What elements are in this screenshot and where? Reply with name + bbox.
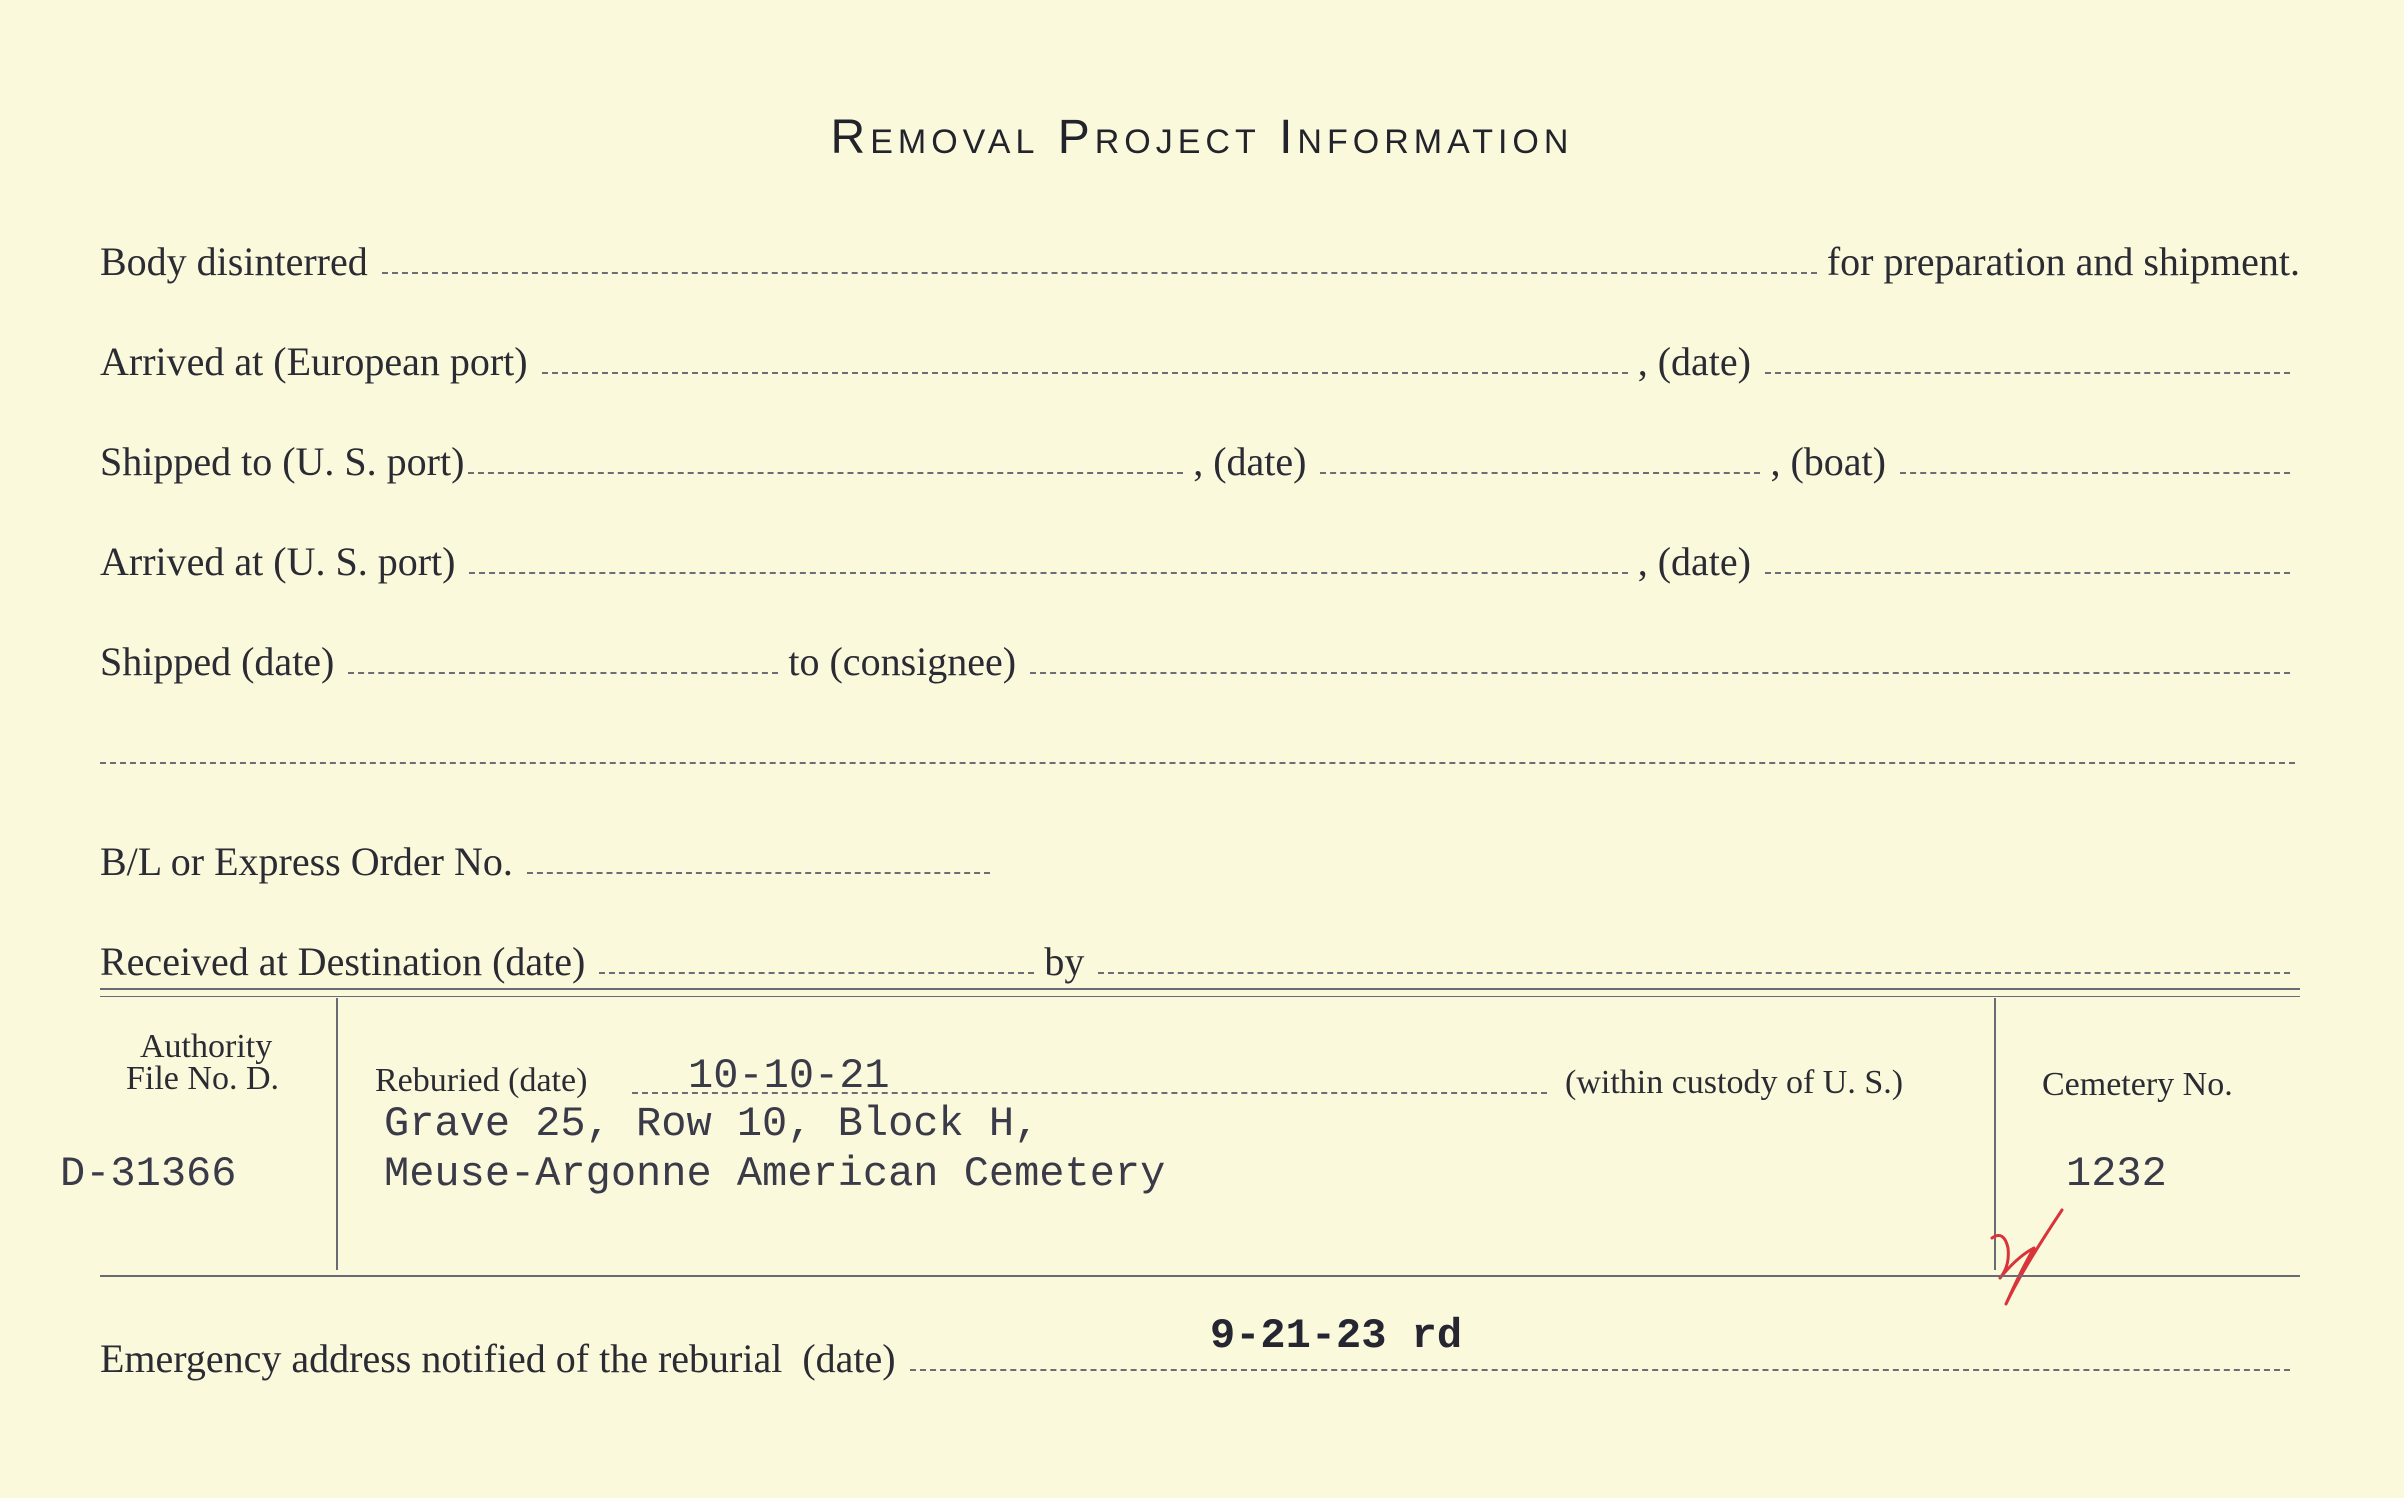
authority-label-line1: Authority <box>140 1028 273 1065</box>
row-arrived-european <box>100 325 2300 385</box>
field-consignee <box>1030 671 2290 674</box>
row-shipped-date <box>100 625 2300 685</box>
field-received-by <box>1098 971 2290 974</box>
label-shipped-date: Shipped (date) <box>100 639 335 684</box>
field-shipped-date <box>348 671 778 674</box>
field-european-port <box>542 371 1628 374</box>
row-arrived-us <box>100 525 2300 585</box>
field-us-port <box>468 471 1183 474</box>
label-by: by <box>1044 939 1085 984</box>
row-received-destination <box>100 925 2300 985</box>
label-emergency-address: Emergency address notified of the reburial (date) <box>100 1336 896 1381</box>
label-arrived-us: Arrived at (U. S. port) <box>100 539 456 584</box>
label-date: , (date) <box>1193 439 1307 484</box>
box-bottom-rule <box>100 1275 2300 1277</box>
row-shipped-to-us <box>100 425 2300 485</box>
red-handwritten-check-icon <box>1982 1208 2072 1318</box>
authority-label-line2: File No. D. <box>126 1060 279 1097</box>
box-top-rule-2 <box>100 996 2300 997</box>
form-title: Removal Project Information <box>830 111 1574 164</box>
field-arrived-us-date <box>1765 571 2290 574</box>
field-body-disinterred <box>382 271 1817 274</box>
label-date: , (date) <box>1637 339 1751 384</box>
custody-label: (within custody of U. S.) <box>1565 1064 1904 1101</box>
box-top-rule <box>100 988 2300 990</box>
label-body-disinterred: Body disinterred <box>100 239 368 284</box>
field-received-date <box>599 971 1034 974</box>
label-for-preparation: for preparation and shipment. <box>1826 239 2300 284</box>
row-body-disinterred <box>100 225 2300 285</box>
emergency-notified-date: 9-21-23 rd <box>1210 1312 1463 1360</box>
divider-authority <box>336 998 338 1270</box>
field-arrived-us-port <box>469 571 1627 574</box>
grave-location-line2: Meuse-Argonne American Cemetery <box>384 1150 1166 1198</box>
label-shipped-to-us: Shipped to (U. S. port) <box>100 439 465 484</box>
label-arrived-european: Arrived at (European port) <box>100 339 528 384</box>
field-boat <box>1900 471 2290 474</box>
grave-location-line1: Grave 25, Row 10, Block H, <box>384 1100 1040 1148</box>
field-ship-date <box>1320 471 1760 474</box>
row-bl-express <box>100 825 1000 885</box>
label-date: , (date) <box>1637 539 1751 584</box>
field-emergency-date <box>910 1368 2290 1371</box>
cemetery-label: Cemetery No. <box>2042 1066 2233 1103</box>
field-consignee-continued <box>100 762 2295 764</box>
label-received-destination: Received at Destination (date) <box>100 939 586 984</box>
authority-file-number: D-31366 <box>60 1150 237 1198</box>
field-bl-express <box>527 871 990 874</box>
label-bl-express: B/L or Express Order No. <box>100 839 513 884</box>
row-emergency-address <box>100 1322 2300 1382</box>
field-european-date <box>1765 371 2290 374</box>
label-to-consignee: to (consignee) <box>788 639 1017 684</box>
reburied-label: Reburied (date) <box>375 1062 588 1099</box>
cemetery-number: 1232 <box>2066 1150 2167 1198</box>
reburied-date: 10-10-21 <box>688 1052 890 1100</box>
label-boat: , (boat) <box>1770 439 1886 484</box>
